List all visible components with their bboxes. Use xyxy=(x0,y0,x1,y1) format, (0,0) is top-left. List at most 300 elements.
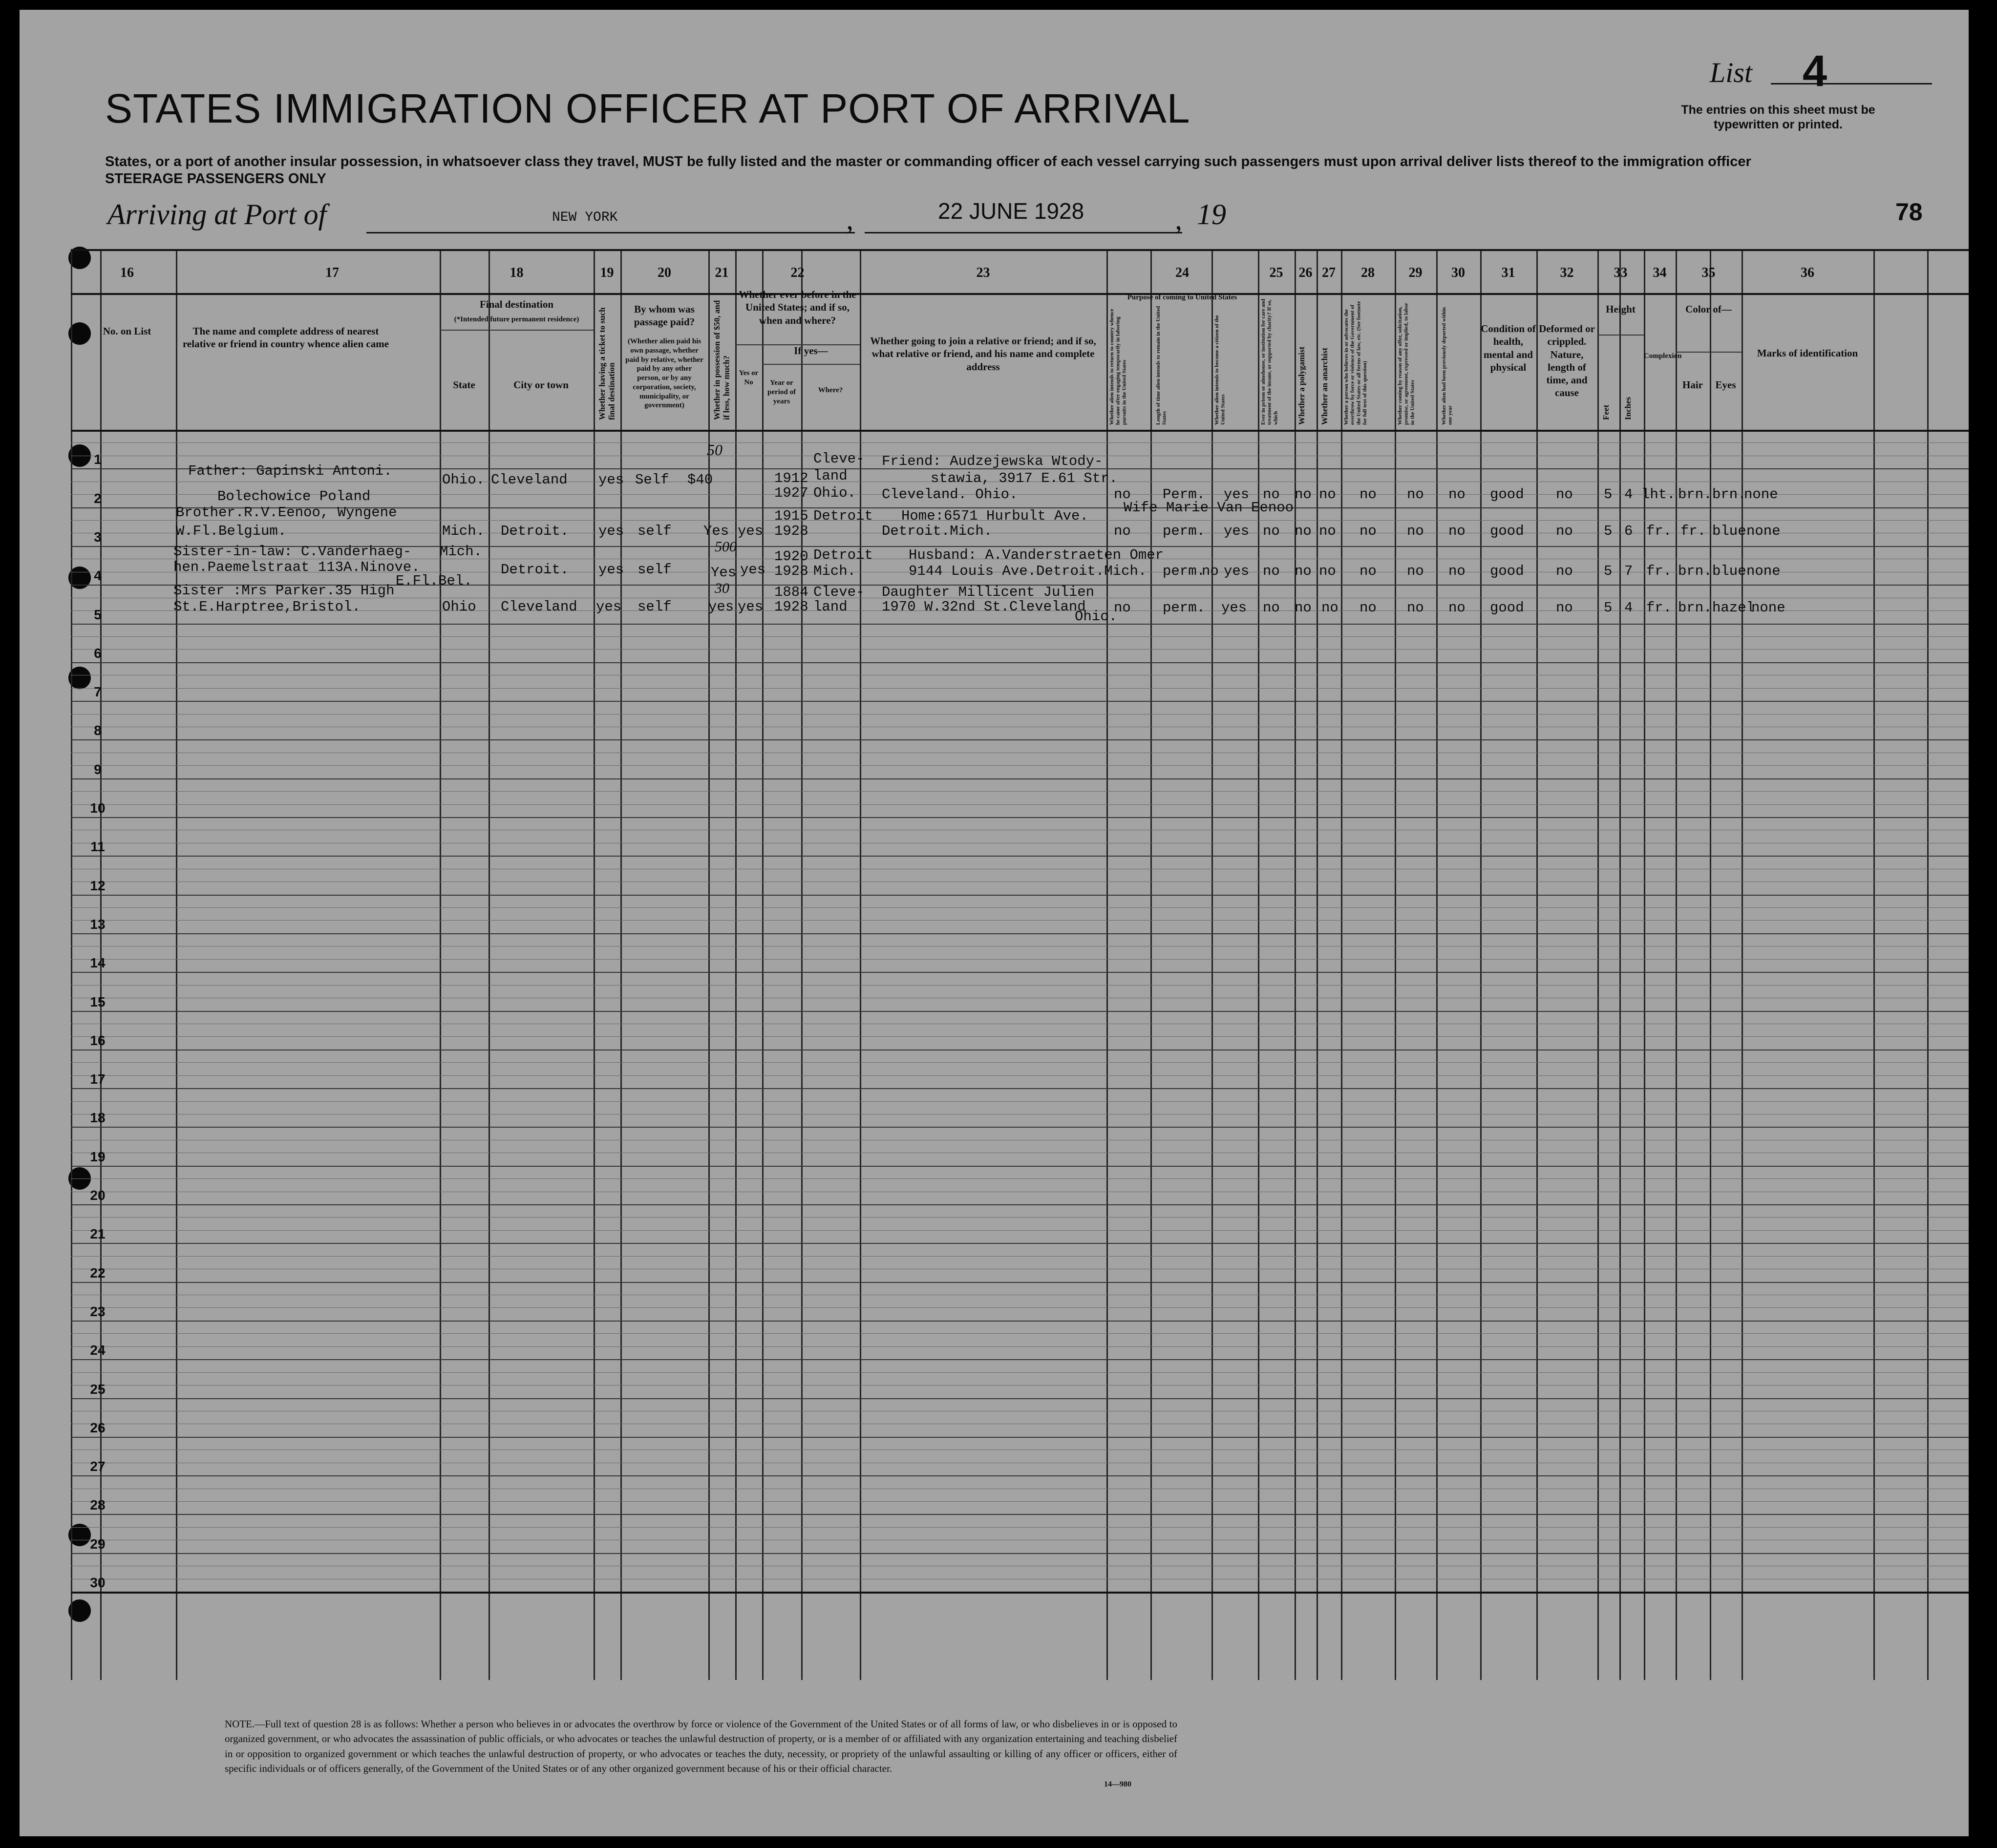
entry-4-feet: 5 xyxy=(1604,600,1613,616)
col-number-36: 36 xyxy=(1801,265,1814,280)
entry-2-money: Yes xyxy=(703,523,729,539)
col-number-25: 25 xyxy=(1269,265,1283,280)
entry-4-year-a: 1884 xyxy=(774,584,808,600)
header-purpose-return: Whether alien intends to return to country whence he came after engaging temporarily in laboring pursuits in the United States xyxy=(1109,309,1127,425)
entry-4-state: Ohio xyxy=(442,599,476,615)
row-rule xyxy=(71,1243,1969,1244)
column-rule xyxy=(1295,249,1296,1680)
row-number: 5 xyxy=(94,607,102,622)
row-rule xyxy=(71,1166,1969,1167)
arrival-date: 22 JUNE 1928 xyxy=(938,198,1084,224)
col-number-30: 30 xyxy=(1451,265,1465,280)
row-number: 4 xyxy=(94,568,102,584)
entry-2-deformed: no xyxy=(1556,523,1573,539)
header-going-to-join: Whether going to join a relative or friend; and if so, what relative or friend, and his name and complete address xyxy=(870,335,1096,373)
entry-3-citizen: yes xyxy=(1224,563,1250,579)
entry-3-relative-line3: E.Fl.Bel. xyxy=(396,573,472,589)
column-rule xyxy=(440,249,441,1680)
col-number-22: 22 xyxy=(790,265,805,280)
column-rule xyxy=(1619,249,1621,1680)
entry-1-q29: no xyxy=(1407,486,1424,503)
entry-4-eyes: hazel xyxy=(1712,600,1755,616)
row-rule xyxy=(71,1398,1969,1399)
column-rule xyxy=(1597,249,1599,1680)
header-feet: Feet xyxy=(1601,404,1611,420)
entry-2-paid-by: self xyxy=(637,523,672,539)
entry-1-joining-c: Cleveland. Ohio. xyxy=(882,486,1018,503)
row-number: 13 xyxy=(90,916,106,932)
row-subrule xyxy=(71,1346,1969,1347)
entry-2-q28: no xyxy=(1360,523,1377,539)
column-rule xyxy=(1341,249,1342,1680)
row-subrule xyxy=(71,1062,1969,1063)
footnote-code: 14—980 xyxy=(1104,1780,1131,1788)
column-rule xyxy=(1676,249,1677,1680)
entry-3-city: Detroit. xyxy=(501,562,569,578)
header-subrule xyxy=(762,364,860,365)
entry-2-state: Mich. xyxy=(442,523,485,539)
entry-3-marks: none xyxy=(1746,563,1781,579)
header-purpose-length: Length of time alien intends to remain in the United States xyxy=(1155,306,1168,425)
entry-2-inches: 6 xyxy=(1624,523,1633,539)
row-rule xyxy=(71,933,1969,934)
col-number-31: 31 xyxy=(1501,265,1515,280)
entry-3-money-note: 500 xyxy=(715,539,737,555)
entry-4-relative-line2: St.E.Harptree,Bristol. xyxy=(173,599,361,615)
entry-3-paid-by: self xyxy=(637,562,672,578)
list-note: The entries on this sheet must be typewritten or printed. xyxy=(1681,103,1875,131)
column-rule xyxy=(1480,249,1482,1680)
entry-2-relative-line2: W.Fl.Belgium. xyxy=(176,523,287,539)
header-rule xyxy=(71,293,1969,295)
row-rule xyxy=(71,1321,1969,1322)
row-rule xyxy=(71,1437,1969,1438)
entry-3-health: good xyxy=(1490,563,1524,579)
entry-2-ticket: yes xyxy=(598,523,624,539)
column-rule xyxy=(620,249,622,1680)
header-color-of: Color of— xyxy=(1685,303,1732,315)
entry-2-been-before: yes xyxy=(738,523,764,539)
col-number-17: 17 xyxy=(325,265,339,280)
entry-4-prison: no xyxy=(1263,600,1280,616)
row-rule xyxy=(71,1475,1969,1476)
header-deported: Whether alien had been previously deported within one year xyxy=(1441,307,1453,425)
entry-1-joining-b: stawia, 3917 E.61 Str. xyxy=(931,470,1118,486)
row-subrule xyxy=(71,1333,1969,1334)
row-subrule xyxy=(71,791,1969,792)
entry-3-year-a: 1920 xyxy=(774,548,808,565)
entry-3-joining-b: 9144 Louis Ave.Detroit.Mich. xyxy=(909,563,1147,579)
header-prison: Ever in prison or almshouse, or institution for care and treatment of the insane, or supported by charity? If so, which xyxy=(1260,298,1279,425)
row-rule xyxy=(71,1127,1969,1128)
entry-3-hair: brn. xyxy=(1678,563,1712,579)
header-if-yes: If yes— xyxy=(794,345,828,357)
entry-4-marks: none xyxy=(1751,600,1785,616)
col-number-19: 19 xyxy=(600,265,614,280)
entry-4-inches: 4 xyxy=(1624,600,1633,616)
entry-4-relative-line1: Sister :Mrs Parker.35 High xyxy=(173,583,395,599)
entry-3-eyes: blue xyxy=(1712,563,1746,579)
header-inches: Inches xyxy=(1623,397,1633,420)
entry-4-q28: no xyxy=(1360,600,1377,616)
row-rule xyxy=(71,1011,1969,1012)
entry-1-year-b: 1927 xyxy=(774,485,808,501)
row-rule xyxy=(71,895,1969,896)
column-rule xyxy=(489,249,490,1680)
column-rule xyxy=(1536,249,1538,1680)
entry-3-state: Mich. xyxy=(440,544,483,560)
list-number-line xyxy=(1771,83,1932,84)
header-ticket: Whether having a ticket to such final destination xyxy=(597,307,616,420)
entry-4-ticket: yes xyxy=(596,599,622,615)
row-rule xyxy=(71,739,1969,740)
row-rule xyxy=(71,1204,1969,1205)
row-rule xyxy=(71,1553,1969,1554)
entry-4-been-before: yes xyxy=(738,599,764,615)
entry-3-deformed: no xyxy=(1556,563,1573,579)
entry-1-deported: no xyxy=(1448,486,1466,503)
entry-1-city: Cleveland xyxy=(491,472,568,488)
column-rule xyxy=(1710,249,1711,1680)
entry-2-anarchist: no xyxy=(1319,523,1336,539)
row-subrule xyxy=(71,1075,1969,1076)
row-subrule xyxy=(71,959,1969,960)
entry-1-money-note: 50 xyxy=(707,441,722,459)
row-rule xyxy=(71,1359,1969,1360)
col-number-28: 28 xyxy=(1361,265,1375,280)
entry-3-money: Yes xyxy=(711,565,737,581)
col-number-35: 35 xyxy=(1701,265,1716,280)
column-rule xyxy=(1211,249,1213,1680)
entry-2-health: good xyxy=(1490,523,1524,539)
column-rule xyxy=(1258,249,1259,1680)
entry-1-deformed: no xyxy=(1556,486,1573,503)
comma-mark: , xyxy=(1175,203,1182,235)
col-number-21: 21 xyxy=(715,265,729,280)
column-rule xyxy=(735,249,737,1680)
row-subrule xyxy=(71,1527,1969,1528)
column-rule xyxy=(708,249,710,1680)
column-rule xyxy=(1150,249,1152,1680)
row-subrule xyxy=(71,1307,1969,1308)
entry-4-money: yes xyxy=(708,599,734,615)
list-number: 4 xyxy=(1803,47,1827,96)
row-subrule xyxy=(71,1449,1969,1450)
column-rule xyxy=(176,249,177,1680)
row-subrule xyxy=(71,1217,1969,1218)
entry-2-prison: no xyxy=(1263,523,1280,539)
entry-3-joining-a: Husband: A.Vanderstraeten Omer xyxy=(909,547,1164,563)
list-label: List xyxy=(1710,57,1753,88)
row-subrule xyxy=(71,1372,1969,1373)
column-rule xyxy=(1742,249,1743,1680)
column-rule xyxy=(801,249,803,1680)
entry-1-feet: 5 xyxy=(1604,486,1613,503)
row-number: 7 xyxy=(94,684,102,700)
column-rule xyxy=(1317,249,1318,1680)
entry-3-complexion: fr. xyxy=(1646,563,1672,579)
row-rule xyxy=(71,817,1969,818)
entry-1-relative-line1: Father: Gapinski Antoni. xyxy=(188,463,392,479)
col-number-23: 23 xyxy=(976,265,990,280)
manifest-sheet xyxy=(20,10,1969,1836)
header-eyes: Eyes xyxy=(1715,379,1736,391)
entry-2-complexion: fr. xyxy=(1646,523,1672,539)
row-rule xyxy=(71,1514,1969,1515)
entry-4-paid-by: self xyxy=(637,599,672,615)
entry-2-relative-line1: Brother.R.V.Eenoo, Wyngene xyxy=(176,504,397,521)
entry-4-hair: brn. xyxy=(1678,600,1712,616)
header-fifty-dollars: Whether in possession of $50, and if less, how much? xyxy=(712,300,731,420)
entry-1-hair: brn. xyxy=(1678,486,1712,503)
manifest-table xyxy=(71,249,1969,1680)
entry-1-state: Ohio. xyxy=(442,472,485,488)
arriving-label: Arriving at Port of xyxy=(107,198,327,231)
row-number: 17 xyxy=(90,1071,106,1087)
header-nearest-relative: The name and complete address of nearest relative or friend in country whence alien came xyxy=(182,325,389,350)
entry-4-money-note: 30 xyxy=(715,580,729,596)
entry-3-polygamist: no xyxy=(1295,563,1312,579)
column-rule xyxy=(1106,249,1108,1680)
header-rule xyxy=(71,430,1969,432)
entry-3-deported: no xyxy=(1448,563,1466,579)
row-number: 1 xyxy=(94,452,102,467)
header-anarchist: Whether an anarchist xyxy=(1320,347,1329,425)
row-number: 20 xyxy=(90,1188,106,1203)
row-subrule xyxy=(71,649,1969,650)
entry-4-where-b: land xyxy=(813,599,848,615)
row-subrule xyxy=(71,920,1969,921)
row-rule xyxy=(71,778,1969,779)
entry-4-polygamist: no xyxy=(1295,600,1312,616)
entry-2-citizen: yes xyxy=(1224,523,1250,539)
header-final-destination-sub: (*Intended future permanent residence) xyxy=(454,315,579,323)
entry-4-health: good xyxy=(1490,600,1524,616)
entry-4-joining-c: Ohio. xyxy=(1075,609,1118,625)
entry-4-q29: no xyxy=(1407,600,1424,616)
entry-4-where-a: Cleve- xyxy=(813,584,865,600)
row-number: 27 xyxy=(90,1459,106,1474)
row-subrule xyxy=(71,907,1969,908)
row-number: 18 xyxy=(90,1110,106,1126)
entry-2-polygamist: no xyxy=(1295,523,1312,539)
entry-1-citizen: yes xyxy=(1224,486,1250,503)
header-no-on-list: No. on List xyxy=(103,325,151,337)
row-subrule xyxy=(71,442,1969,443)
entry-1-marks: none xyxy=(1744,486,1778,503)
row-number: 10 xyxy=(90,800,106,816)
row-number: 16 xyxy=(90,1032,106,1048)
entry-4-citizen: yes xyxy=(1221,600,1247,616)
row-number: 6 xyxy=(94,645,102,661)
entry-3-length: perm. xyxy=(1163,563,1206,579)
entry-1-eyes: brn. xyxy=(1712,486,1746,503)
header-year: Year or period of years xyxy=(767,379,796,405)
row-number: 21 xyxy=(90,1226,106,1242)
row-number: 14 xyxy=(90,955,106,971)
row-subrule xyxy=(71,1501,1969,1502)
column-rule xyxy=(762,249,764,1680)
col-number-27: 27 xyxy=(1322,265,1336,280)
entry-2-length: perm. xyxy=(1163,523,1206,539)
entry-4-deformed: no xyxy=(1556,600,1573,616)
port-value: NEW YORK xyxy=(552,210,618,225)
entry-3-q29: no xyxy=(1407,563,1424,579)
entry-1-where-c: Ohio. xyxy=(813,485,856,501)
page-title: STATES IMMIGRATION OFFICER AT PORT OF ARRIVAL xyxy=(105,85,1190,131)
entry-1-q28: no xyxy=(1360,486,1377,503)
col-number-26: 26 xyxy=(1298,265,1313,280)
row-number: 28 xyxy=(90,1497,106,1513)
header-subline-2: STEERAGE PASSENGERS ONLY xyxy=(105,171,326,187)
entry-1-anarchist: no xyxy=(1319,486,1336,503)
entry-3-been-before: yes xyxy=(740,562,766,578)
row-subrule xyxy=(71,765,1969,766)
row-rule xyxy=(71,1592,1969,1594)
entry-2-eyes: blue xyxy=(1712,523,1746,539)
entry-1-length: Perm. xyxy=(1163,486,1206,503)
row-number: 11 xyxy=(90,839,105,855)
entry-2-return: no xyxy=(1114,523,1131,539)
entry-4-joining-b: 1970 W.32nd St.Cleveland xyxy=(882,599,1086,615)
entry-3-anarchist: no xyxy=(1319,563,1336,579)
row-rule xyxy=(71,856,1969,857)
entry-2-hair: fr. xyxy=(1680,523,1706,539)
entry-1-complexion: lht. xyxy=(1641,486,1676,503)
header-city: City or town xyxy=(513,379,569,391)
entry-1-where-a: Cleve- xyxy=(813,451,865,467)
header-ever-before-in-us: Whether ever before in the United States; and if so, when and where? xyxy=(739,289,856,326)
row-number: 24 xyxy=(90,1343,106,1358)
header-state: State xyxy=(453,379,475,391)
entry-3-feet: 5 xyxy=(1604,563,1613,579)
year-prefix: 19 xyxy=(1197,198,1226,231)
port-line xyxy=(366,232,855,233)
row-number: 25 xyxy=(90,1381,106,1397)
entry-3-q28: no xyxy=(1360,563,1377,579)
entry-1-where-b: land xyxy=(813,468,848,484)
header-passage-paid: By whom was passage paid? xyxy=(634,303,695,328)
entry-1-health: good xyxy=(1490,486,1524,503)
row-rule xyxy=(71,701,1969,702)
entry-4-anarchist: no xyxy=(1321,600,1338,616)
col-number-20: 20 xyxy=(658,265,671,280)
col-number-18: 18 xyxy=(510,265,524,280)
row-number: 12 xyxy=(90,878,106,893)
column-rule xyxy=(1644,249,1645,1680)
entry-1-prison: no xyxy=(1263,486,1280,503)
row-number: 15 xyxy=(90,994,106,1009)
entry-3-relative-line2: hen.Paemelstraat 113A.Ninove. xyxy=(173,559,420,575)
row-subrule xyxy=(71,804,1969,805)
entry-1-paid-by: Self xyxy=(635,472,669,488)
column-rule xyxy=(1436,249,1438,1680)
header-height: Height xyxy=(1606,303,1636,315)
row-subrule xyxy=(71,1256,1969,1257)
row-subrule xyxy=(71,1178,1969,1179)
entry-3-inches: 7 xyxy=(1624,563,1633,579)
date-line xyxy=(865,232,1182,233)
entry-3-where-b: Mich. xyxy=(813,563,856,579)
entry-2-deported: no xyxy=(1448,523,1466,539)
column-rule xyxy=(1873,249,1875,1680)
header-purpose-citizen: Whether alien intends to become a citizen of the United States xyxy=(1214,315,1226,425)
row-rule xyxy=(71,624,1969,625)
entry-1-polygamist: no xyxy=(1295,486,1312,503)
row-subrule xyxy=(71,636,1969,637)
header-question-29: Whether coming by reason of any offer, solicitation, promise, or agreement, expressed or implied, to labor in the United States xyxy=(1397,303,1416,425)
row-number: 3 xyxy=(94,529,102,545)
entry-2-where-a: Detroit xyxy=(813,508,873,524)
header-subrule xyxy=(1676,352,1742,353)
column-rule xyxy=(594,249,595,1680)
row-number: 2 xyxy=(94,490,102,506)
col-number-29: 29 xyxy=(1408,265,1423,280)
footnote: NOTE.—Full text of question 28 is as follows: Whether a person who believes in or advocates the overthrow by force or violence of the Government of the United States or of all forms of law, or who disbelieves in or is opposed to organized government, or who advocates the assassination of public officials, or who advocates or teaches the unlawful destruction of property, or is a member of or affiliated with any organization entertaining and teaching disbelief in or opposition to organized government or which teaches the unlawful destruction of property, or who advocates or teaches the duty, necessity, or propriety of the unlawful assaulting or killing of any officer or officers, either of specific individuals or of officers generally, of the Government of the United States or of any other organized government because of his or their official character. xyxy=(225,1718,1177,1775)
row-number: 30 xyxy=(90,1575,106,1590)
entry-3-relative-line1: Sister-in-law: C.Vanderhaeg- xyxy=(173,544,412,560)
row-number: 26 xyxy=(90,1420,106,1435)
col-number-33: 33 xyxy=(1614,265,1628,280)
row-subrule xyxy=(71,1101,1969,1102)
entry-2-year-a: 1915 xyxy=(774,508,808,524)
row-rule xyxy=(71,1088,1969,1089)
row-rule xyxy=(71,1282,1969,1283)
entry-3-return: no xyxy=(1202,563,1219,579)
col-number-24: 24 xyxy=(1175,265,1189,280)
entry-2-joining-above: Wife Marie Van Eenoo xyxy=(1124,500,1294,516)
row-number: 19 xyxy=(90,1149,106,1164)
entry-4-return: no xyxy=(1114,600,1131,616)
entry-1-return: no xyxy=(1114,486,1131,503)
column-rule xyxy=(1927,249,1929,1680)
entry-1-joining-a: Friend: Audzejewska Wtody- xyxy=(882,453,1103,469)
header-complexion: Complexion xyxy=(1644,352,1682,360)
entry-3-where-a: Detroit xyxy=(813,547,873,563)
row-number: 9 xyxy=(94,761,102,777)
entry-3-ticket: yes xyxy=(598,562,624,578)
row-subrule xyxy=(71,688,1969,689)
header-passage-paid-sub: (Whether alien paid his own passage, whether paid by relative, whether paid by any other person, or by any corporation, society, municipality, or government) xyxy=(625,337,703,410)
entry-3-prison: no xyxy=(1263,563,1280,579)
row-subrule xyxy=(71,1036,1969,1037)
comma-mark: , xyxy=(846,203,853,235)
entry-1-inches: 4 xyxy=(1624,486,1633,503)
row-number: 29 xyxy=(90,1536,106,1552)
entry-1-relative-line2: Bolechowice Poland xyxy=(217,488,371,504)
header-subline-1: States, or a port of another insular possession, in whatsoever class they travel, MUST be fully listed and the master or commanding officer of each vessel carrying such passengers must upon arrival deliver lists thereof to the immigration officer xyxy=(105,154,1751,169)
entry-2-marks: none xyxy=(1746,523,1781,539)
entry-4-deported: no xyxy=(1448,600,1466,616)
entry-4-year-b: 1928 xyxy=(774,599,808,615)
header-rule xyxy=(71,249,1969,251)
entry-3-year-b: 1928 xyxy=(774,563,808,579)
entry-4-city: Cleveland xyxy=(501,599,577,615)
entry-4-length: perm. xyxy=(1163,600,1206,616)
header-yes-or-no: Yes or No xyxy=(739,369,759,386)
row-rule xyxy=(71,662,1969,663)
entry-2-feet: 5 xyxy=(1604,523,1613,539)
row-subrule xyxy=(71,985,1969,986)
entry-2-q29: no xyxy=(1407,523,1424,539)
header-hair: Hair xyxy=(1682,379,1703,391)
entry-1-money: $40 xyxy=(687,472,713,488)
row-subrule xyxy=(71,1385,1969,1386)
entry-2-joining-b: Detroit.Mich. xyxy=(882,523,993,539)
header-final-destination: Final destination xyxy=(479,298,554,310)
col-number-16: 16 xyxy=(120,265,134,280)
header-polygamist: Whether a polygamist xyxy=(1297,346,1306,425)
